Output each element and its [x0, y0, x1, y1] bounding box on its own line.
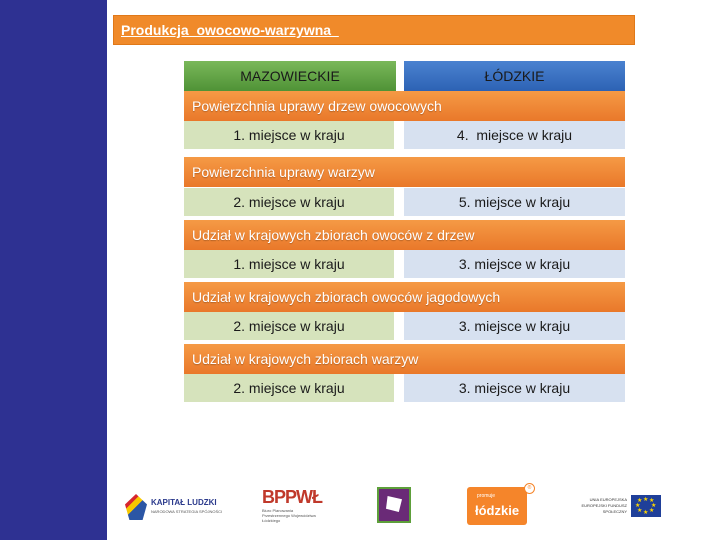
lodzkie-rank-cell: 4. miejsce w kraju	[404, 121, 625, 149]
left-sidebar-band	[0, 0, 107, 540]
bppwl-logo	[262, 487, 322, 527]
lodzkie-rank-cell: 3. miejsce w kraju	[404, 312, 625, 340]
column-header-lodzkie: ŁÓDZKIE	[404, 61, 625, 91]
lodzkie-rank-cell: 3. miejsce w kraju	[404, 374, 625, 402]
kapital-ludzki-sub-label: NARODOWA STRATEGIA SPÓJNOŚCI	[151, 509, 223, 514]
bppwl-sub-label: Biuro Planowania Przestrzennego Województwa Łódzkiego	[262, 508, 316, 523]
eu-flag-icon: ★ ★ ★ ★ ★ ★ ★ ★	[631, 495, 661, 517]
section-header: Powierzchnia uprawy drzew owocowych	[184, 91, 625, 121]
mazowieckie-rank-cell: 2. miejsce w kraju	[184, 374, 394, 402]
bppwl-label: BPPWŁ	[262, 487, 322, 507]
section-header: Udział w krajowych zbiorach owoców z drzew	[184, 220, 625, 250]
lodzkie-label: łódzkie	[475, 503, 520, 518]
region-map-shape	[386, 496, 402, 512]
promuje-label: promuje	[477, 493, 496, 499]
eu-label: UNIA EUROPEJSKA EUROPEJSKI FUNDUSZ SPOŁECZNY	[581, 497, 627, 514]
page-title: Produkcja owocowo-warzywna	[121, 22, 339, 38]
mazowieckie-rank-cell: 1. miejsce w kraju	[184, 121, 394, 149]
mazowieckie-rank-cell: 2. miejsce w kraju	[184, 188, 394, 216]
kapital-ludzki-star-icon	[125, 494, 147, 520]
mazowieckie-rank-cell: 2. miejsce w kraju	[184, 312, 394, 340]
kapital-ludzki-logo	[125, 487, 225, 527]
lodzkie-rank-cell: 5. miejsce w kraju	[404, 188, 625, 216]
mazowieckie-rank-cell: 1. miejsce w kraju	[184, 250, 394, 278]
region-coat-of-arms-icon	[377, 487, 411, 523]
promuje-lodzkie-logo	[467, 485, 532, 525]
section-header: Powierzchnia uprawy warzyw	[184, 157, 625, 187]
kapital-ludzki-label: KAPITAŁ LUDZKI	[151, 498, 217, 507]
section-header: Udział w krajowych zbiorach warzyw	[184, 344, 625, 374]
registered-mark: ®	[524, 483, 535, 494]
title-bar	[113, 15, 635, 45]
section-header: Udział w krajowych zbiorach owoców jagodowych	[184, 282, 625, 312]
eu-logo	[572, 487, 662, 525]
lodzkie-rank-cell: 3. miejsce w kraju	[404, 250, 625, 278]
column-header-mazowieckie: MAZOWIECKIE	[184, 61, 396, 91]
